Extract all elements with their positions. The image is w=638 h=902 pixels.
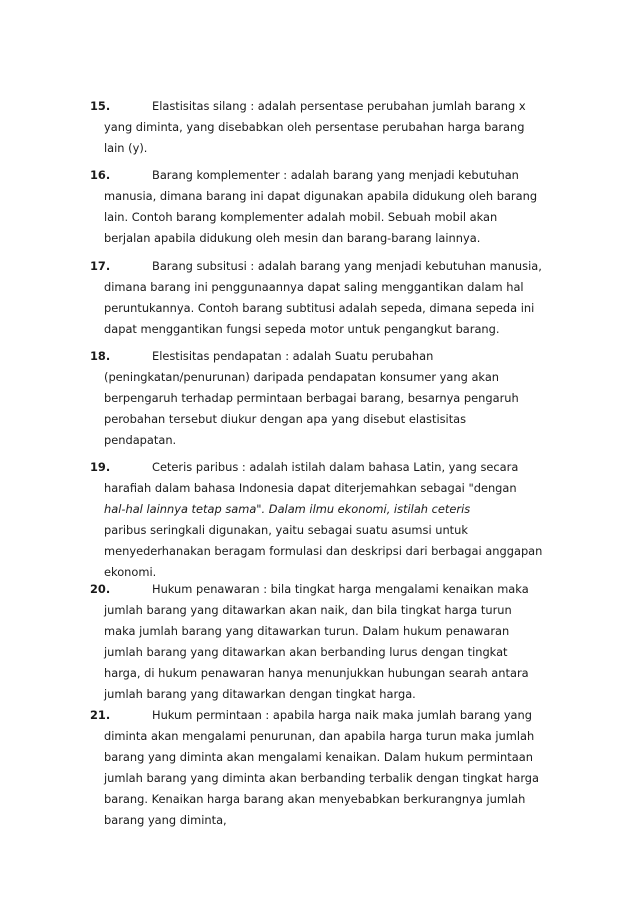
- entry-line: [90, 457, 558, 477]
- line-text: diminta akan mengalami penurunan, dan apabila harga turun maka jumlah: [104, 729, 535, 743]
- entry-line: [90, 256, 558, 276]
- entry-number: 15.: [90, 99, 111, 113]
- entry-number: 21.: [90, 708, 111, 722]
- entry-line: [90, 579, 558, 599]
- line-text: menyederhanakan beragam formulasi dan deskripsi dari berbagai anggapan: [104, 544, 543, 558]
- line-text: berjalan apabila didukung oleh mesin dan barang-barang lainnya.: [104, 231, 481, 245]
- entry-number: 18.: [90, 349, 111, 363]
- line-text: barang yang diminta,: [104, 813, 227, 827]
- line-text: harga, di hukum penawaran hanya menunjukkan hubungan searah antara: [104, 666, 529, 680]
- line-text: lain. Contoh barang komplementer adalah mobil. Sebuah mobil akan: [104, 210, 498, 224]
- line-text: Hukum permintaan : apabila harga naik maka jumlah barang yang: [152, 708, 532, 722]
- line-text: barang. Kenaikan harga barang akan menyebabkan berkurangnya jumlah: [104, 792, 526, 806]
- line-text: jumlah barang yang ditawarkan dengan tingkat harga.: [104, 687, 416, 701]
- line-text: jumlah barang yang ditawarkan akan berbanding lurus dengan tingkat: [104, 645, 508, 659]
- line-text: (peningkatan/penurunan) daripada pendapatan konsumer yang akan: [104, 370, 500, 384]
- line-text: harafiah dalam bahasa Indonesia dapat diterjemahkan sebagai "dengan: [104, 481, 517, 495]
- line-text: Ceteris paribus : adalah istilah dalam bahasa Latin, yang secara: [152, 460, 519, 474]
- line-text: perobahan tersebut diukur dengan apa yang disebut elastisitas: [104, 412, 467, 426]
- entry-number: 19.: [90, 460, 111, 474]
- entry-line: [90, 165, 558, 185]
- line-text: dimana barang ini penggunaannya dapat saling menggantikan dalam hal: [104, 280, 524, 294]
- line-text: Elestisitas pendapatan : adalah Suatu perubahan: [152, 349, 434, 363]
- entry-line: [90, 705, 558, 725]
- entry-line: [90, 346, 558, 366]
- line-text: barang yang diminta akan mengalami kenaikan. Dalam hukum permintaan: [104, 750, 533, 764]
- entry-number: 16.: [90, 168, 111, 182]
- line-text: manusia, dimana barang ini dapat digunakan apabila didukung oleh barang: [104, 189, 538, 203]
- line-text: berpengaruh terhadap permintaan berbagai barang, besarnya pengaruh: [104, 391, 519, 405]
- line-text: yang diminta, yang disebabkan oleh persentase perubahan harga barang: [104, 120, 525, 134]
- line-text: lain (y).: [104, 141, 148, 155]
- entry-line: [90, 96, 558, 116]
- line-text: Barang subsitusi : adalah barang yang menjadi kebutuhan manusia,: [152, 259, 542, 273]
- line-text: peruntukannya. Contoh barang subtitusi adalah sepeda, dimana sepeda ini: [104, 301, 535, 315]
- line-text: jumlah barang yang ditawarkan akan naik, dan bila tingkat harga turun: [104, 603, 512, 617]
- line-text: dapat menggantikan fungsi sepeda motor untuk pengangkut barang.: [104, 322, 500, 336]
- line-text: jumlah barang yang diminta akan berbanding terbalik dengan tingkat harga: [104, 771, 540, 785]
- line-text: hal-hal lainnya tetap sama". Dalam ilmu ekonomi, istilah ceteris: [104, 502, 471, 516]
- line-text: paribus seringkali digunakan, yaitu sebagai suatu asumsi untuk: [104, 523, 468, 537]
- entry-number: 17.: [90, 259, 111, 273]
- line-text: Elastisitas silang : adalah persentase perubahan jumlah barang x: [152, 99, 526, 113]
- line-text: Barang komplementer : adalah barang yang menjadi kebutuhan: [152, 168, 519, 182]
- line-text: maka jumlah barang yang ditawarkan turun. Dalam hukum penawaran: [104, 624, 510, 638]
- line-text: ekonomi.: [104, 565, 157, 579]
- line-text: Hukum penawaran : bila tingkat harga mengalami kenaikan maka: [152, 582, 529, 596]
- entry-number: 20.: [90, 582, 111, 596]
- line-text: pendapatan.: [104, 433, 177, 447]
